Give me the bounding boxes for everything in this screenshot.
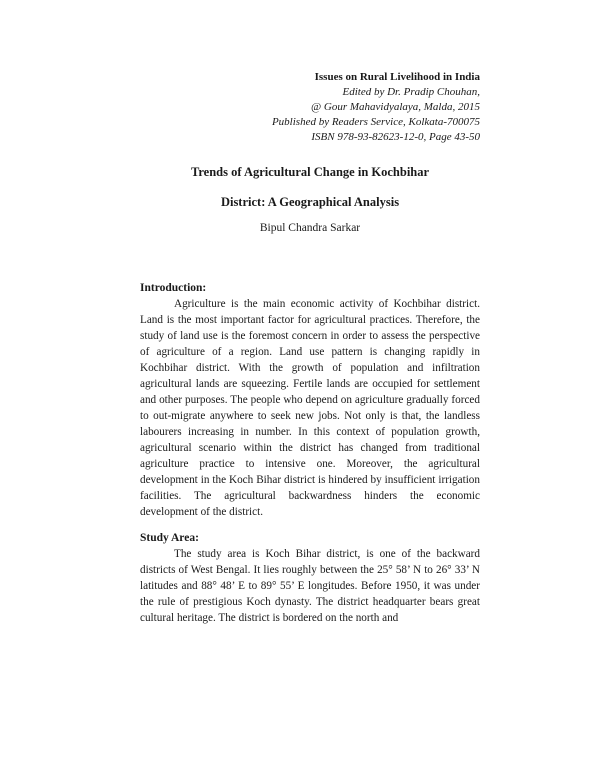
editor-line: Edited by Dr. Pradip Chouhan, bbox=[342, 86, 480, 98]
introduction-body: Agriculture is the main economic activity of Kochbihar district. Land is the most important factor for agricultural practices. Therefore, the study of land use is the foremost concern in order to assess the perspective of agriculture of a region. Land use pattern is changing rapidly in Kochbihar district. With the growth of population and infiltration agricultural lands are squeezing. Fertile lands are occupied for settlement and other purposes. The people who depend on agriculture gradually forced to out-migrate anywhere to seek new jobs. Not only is that, the landless labourers increasing in number. In this context of population growth, agricultural scenario within the district has changed from traditional agriculture practice to intensive one. Moreover, the agricultural development in the Koch Bihar district is hindered by insufficient irrigation facilities. The agricultural backwardness hinders the economic development of the district. bbox=[140, 298, 480, 518]
book-series-title: Issues on Rural Livelihood in India bbox=[314, 71, 480, 83]
author-name: Bipul Chandra Sarkar bbox=[259, 222, 361, 234]
introduction-heading: Introduction: bbox=[140, 282, 207, 294]
publication-header bbox=[272, 70, 480, 145]
isbn-line: ISBN 978-93-82623-12-0, Page 43-50 bbox=[311, 131, 480, 143]
paper-title-line-1: Trends of Agricultural Change in Kochbihar bbox=[190, 165, 430, 179]
paper-title-line-2: District: A Geographical Analysis bbox=[220, 195, 400, 209]
college-line: @ Gour Mahavidyalaya, Malda, 2015 bbox=[311, 101, 480, 113]
introduction-section bbox=[140, 280, 480, 520]
study-area-body: The study area is Koch Bihar district, is one of the backward districts of West Bengal. It lies roughly between the 25° 58’ N to 26° 33’ N latitudes and 88° 48’ E to 89° 55’ E longitudes. Before 1950, it was under the rule of prestigious Koch dynasty. The district headquarter bears great cultural heritage. The district is bordered on the north and bbox=[140, 548, 480, 624]
study-area-section bbox=[140, 530, 480, 626]
study-area-heading: Study Area: bbox=[140, 532, 199, 544]
publisher-line: Published by Readers Service, Kolkata-700075 bbox=[271, 116, 480, 128]
